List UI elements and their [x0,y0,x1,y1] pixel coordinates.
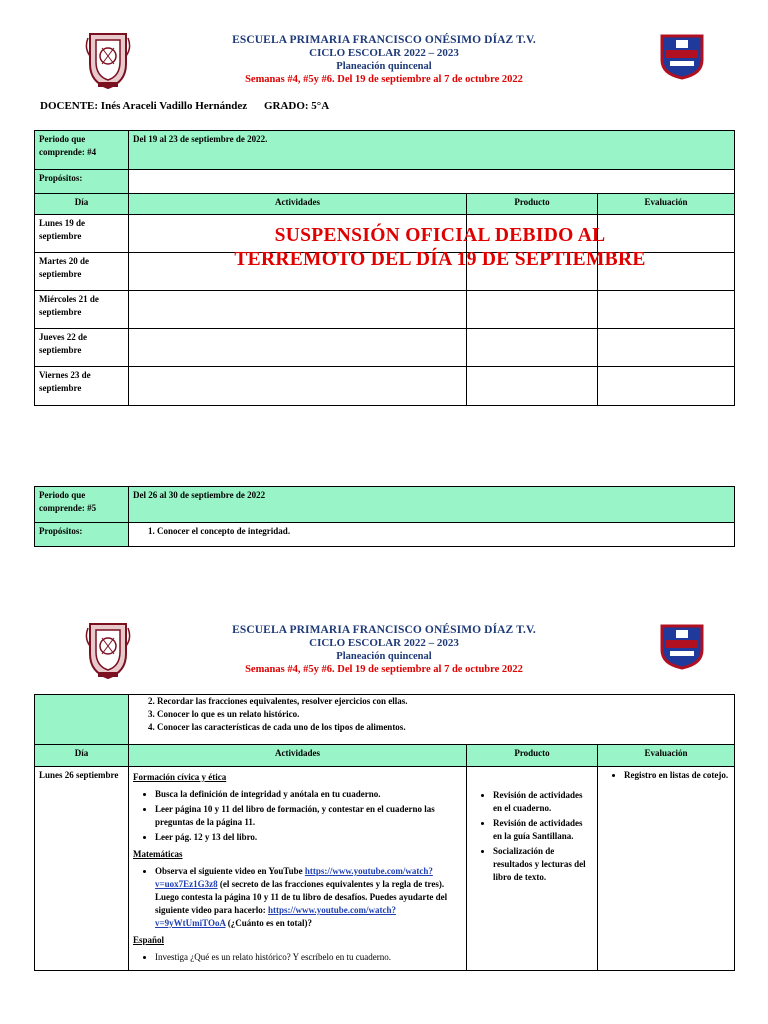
activity-item: • Investiga ¿Qué es un relato histórico? Y escríbelo en tu cuaderno. [155,951,462,964]
col-header-day: Día [35,745,129,767]
activity-item: • Leer página 10 y 11 del libro de formación, y contestar en el cuaderno las preguntas de la página 11. [155,803,462,829]
week5-activities-table [34,694,735,971]
activities-cell [129,367,467,406]
day-cell: Martes 20 de septiembre [35,253,129,291]
day-cell: Lunes 19 de septiembre [35,215,129,253]
activities-cell [129,767,467,971]
youtube-link-1[interactable]: https://www.youtube.com/watch?v=uox7Ez1G3z8 [155,866,433,889]
activity-item [155,865,462,930]
col-header-evaluation: Evaluación [598,745,735,767]
evaluation-cell [598,329,735,367]
youtube-link-2[interactable]: https://www.youtube.com/watch?v=9yWtUmiTOoA [155,905,397,928]
subject-civics: Formación cívica y ética [133,772,227,782]
product-cell [467,291,598,329]
school-badge-logo [656,620,708,670]
purpose-item: 2. Recordar las fracciones equivalentes, resolver ejercicios con ellas. [157,695,730,708]
plan-type: Planeación quincenal [336,651,432,662]
page-header-2 [0,618,768,698]
product-cell [467,367,598,406]
school-cycle: CICLO ESCOLAR 2022 – 2023 [309,47,459,59]
school-name: ESCUELA PRIMARIA FRANCISCO ONÉSIMO DÍAZ T.V. [232,624,536,636]
day-cell: Viernes 23 de septiembre [35,367,129,406]
purpose-item: 3. Conocer lo que es un relato histórico. [157,708,730,721]
suspension-notice-line2: TERREMOTO DEL DÍA 19 DE SEPTIEMBRE [234,249,646,270]
school-seal-logo [84,618,132,680]
day-cell: Jueves 22 de septiembre [35,329,129,367]
activity-text: (el secreto de las fracciones equivalentes y la regla de tres). Luego contesta la página 10 y 11 de tu libro de desafíos. Puedes ayudarte del siguiente video para hacerlo: [155,879,448,915]
product-item: • Revisión de actividades en la guía Santillana. [493,817,593,843]
plan-weeks: Semanas #4, #5y #6. Del 19 de septiembre al 7 de octubre 2022 [245,74,523,85]
day-cell: Lunes 26 septiembre [35,767,129,971]
subject-math: Matemáticas [133,849,183,859]
purpose-item: 1. Conocer el concepto de integridad. [157,525,730,538]
col-header-product: Producto [467,194,598,215]
purposes-label: Propósitos: [35,170,129,194]
period-label: Periodo que comprende: #4 [35,131,129,170]
grade-label: GRADO: 5°A [263,100,330,112]
school-seal-logo [84,28,132,90]
col-header-day: Día [35,194,129,215]
product-cell [467,767,598,971]
activity-item: • Busca la definición de integridad y anótala en tu cuaderno. [155,788,462,801]
purposes-label: Propósitos: [35,523,129,547]
period-value: Del 26 al 30 de septiembre de 2022 [129,487,735,523]
school-badge-logo [656,30,708,80]
activities-cell [129,291,467,329]
school-cycle: CICLO ESCOLAR 2022 – 2023 [309,637,459,649]
activity-item: • Leer pág. 12 y 13 del libro. [155,831,462,844]
subject-spanish: Español [133,935,165,945]
activity-text: Observa el siguiente video en YouTube [155,866,303,876]
plan-type: Planeación quincenal [336,61,432,72]
activities-cell [129,329,467,367]
period-label: Periodo que comprende: #5 [35,487,129,523]
evaluation-cell [598,291,735,329]
activity-text: (¿Cuánto es en total)? [227,918,312,928]
evaluation-cell [598,767,735,971]
day-cell: Miércoles 21 de septiembre [35,291,129,329]
purpose-item: 4. Conocer las características de cada uno de los tipos de alimentos. [157,721,730,734]
suspension-notice-line1: SUSPENSIÓN OFICIAL DEBIDO AL [274,225,606,246]
product-item: • Socialización de resultados y lecturas del libro de texto. [493,845,593,884]
col-header-evaluation: Evaluación [598,194,735,215]
teacher-name: DOCENTE: Inés Araceli Vadillo Hernández [40,100,248,112]
purposes-value [129,170,735,194]
purposes-value [129,523,735,547]
product-item: • Revisión de actividades en el cuaderno. [493,789,593,815]
product-cell [467,329,598,367]
school-name: ESCUELA PRIMARIA FRANCISCO ONÉSIMO DÍAZ T.V. [232,34,536,46]
purposes-label-cont [35,695,129,745]
col-header-product: Producto [467,745,598,767]
suspension-notice [180,224,700,272]
evaluation-item: • Registro en listas de cotejo. [624,769,730,782]
evaluation-cell [598,367,735,406]
col-header-activities: Actividades [129,194,467,215]
page-header [0,28,768,108]
plan-weeks: Semanas #4, #5y #6. Del 19 de septiembre al 7 de octubre 2022 [245,664,523,675]
purposes-value [129,695,735,745]
period-value: Del 19 al 23 de septiembre de 2022. [129,131,735,170]
week5-table [34,486,735,547]
teacher-line [40,100,343,112]
col-header-activities: Actividades [129,745,467,767]
